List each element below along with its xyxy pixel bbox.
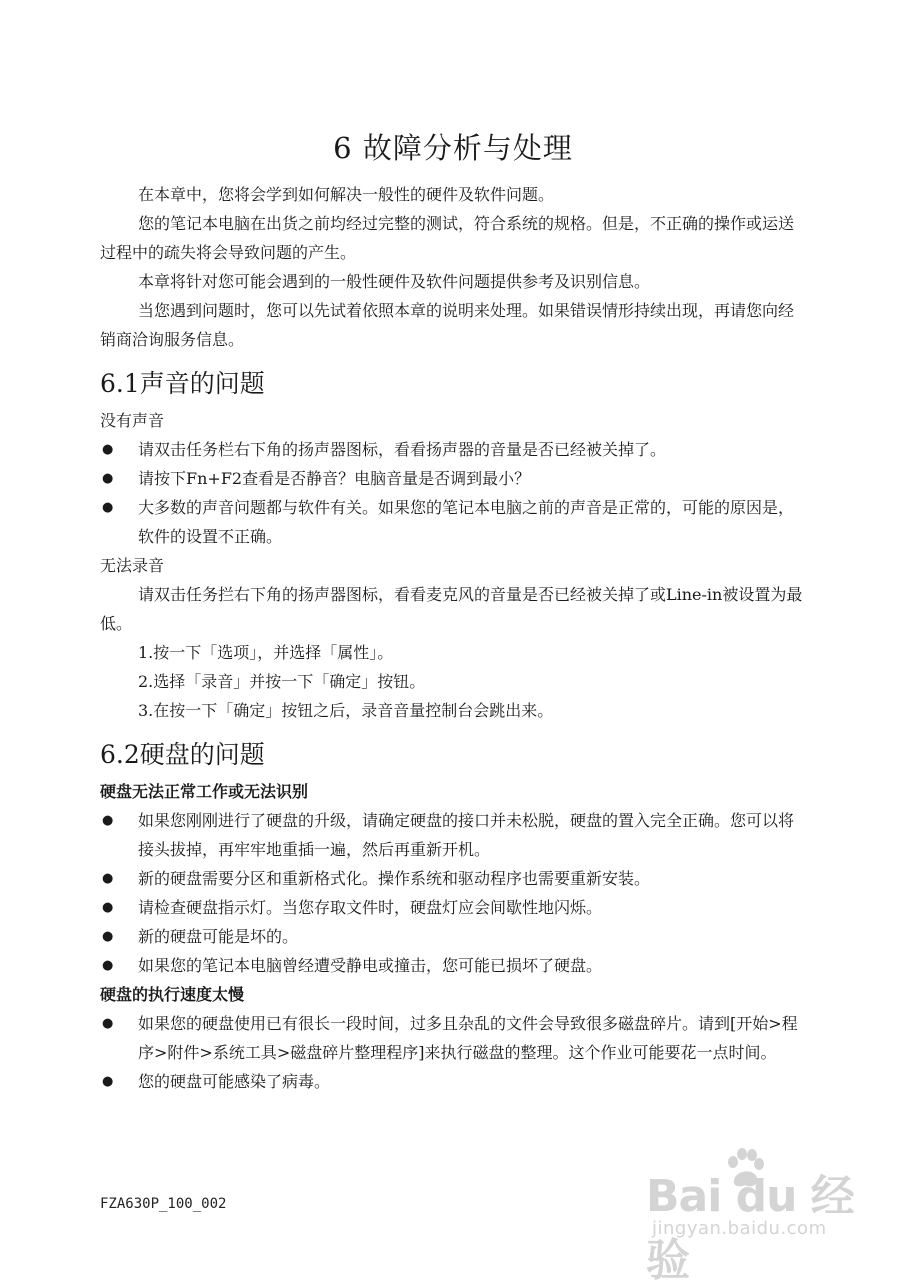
list-item-text: 新的硬盘需要分区和重新格式化。操作系统和驱动程序也需要重新安装。 [138, 869, 651, 888]
step-item: 1.按一下「选项」，并选择「属性」。 [138, 643, 394, 662]
list-item [100, 893, 808, 922]
chapter-title: 6 故障分析与处理 [333, 131, 573, 165]
bullet-icon: ● [102, 958, 114, 973]
bullet-icon: ● [102, 900, 114, 915]
intro-paragraph-4: 当您遇到问题时，您可以先试着依照本章的说明来处理。如果错误情形持续出现，再请您向经销商洽询服务信息。 [100, 301, 795, 349]
list-item-text: 请检查硬盘指示灯。当您存取文件时，硬盘灯应会间歇性地闪烁。 [138, 898, 603, 917]
section-title-sound: 6.1声音的问题 [100, 369, 265, 398]
list-item [100, 951, 808, 980]
bullet-icon: ● [102, 871, 114, 886]
list-item-text: 大多数的声音问题都与软件有关。如果您的笔记本电脑之前的声音是正常的，可能的原因是，软件的设置不正确。 [138, 498, 795, 546]
step-item: 3.在按一下「确定」按钮之后，录音音量控制台会跳出来。 [138, 701, 554, 720]
bullet-icon: ● [102, 500, 114, 515]
list-item [100, 922, 808, 951]
list-item-text: 如果您的硬盘使用已有很长一段时间，过多且杂乱的文件会导致很多磁盘碎片。请到[开始>程序>附件>系统工具>磁盘碎片整理程序]来执行磁盘的整理。这个作业可能要花一点时间。 [138, 1014, 798, 1062]
watermark-url: jingyan.baidu.com [652, 1218, 827, 1239]
disk-slow-list [100, 1009, 808, 1096]
list-item-text: 新的硬盘可能是坏的。 [138, 927, 299, 946]
step-item: 2.选择「录音」并按一下「确定」按钮。 [138, 672, 426, 691]
list-item [100, 806, 808, 864]
watermark-logo-text: Bai du 经验 [646, 1171, 854, 1286]
bullet-icon: ● [102, 471, 114, 486]
subheading-no-record: 无法录音 [100, 556, 165, 575]
subheading-disk-slow: 硬盘的执行速度太慢 [100, 985, 245, 1004]
intro-paragraph-3: 本章将针对您可能会遇到的一般性硬件及软件问题提供参考及识别信息。 [138, 272, 651, 291]
list-item-text: 如果您的笔记本电脑曾经遭受静电或撞击，您可能已损坏了硬盘。 [138, 956, 603, 975]
disk-not-working-list [100, 806, 808, 980]
intro-paragraph-2: 您的笔记本电脑在出货之前均经过完整的测试，符合系统的规格。但是，不正确的操作或运送过程中的疏失将会导致问题的产生。 [100, 214, 795, 262]
list-item-text: 请双击任务栏右下角的扬声器图标，看看扬声器的音量是否已经被关掉了。 [138, 440, 667, 459]
footer-document-code: FZA630P_100_002 [100, 1196, 227, 1212]
list-item [100, 493, 808, 551]
no-record-paragraph: 请双击任务拦右下角的扬声器图标，看看麦克风的音量是否已经被关掉了或Line-in被设置为最低。 [100, 585, 803, 633]
list-item-text: 请按下Fn+F2查看是否静音？电脑音量是否调到最小？ [138, 469, 531, 488]
subheading-disk-not-working: 硬盘无法正常工作或无法识别 [100, 782, 309, 801]
bullet-icon: ● [102, 813, 114, 828]
section-title-hard-disk: 6.2硬盘的问题 [100, 740, 265, 769]
list-item [100, 1067, 808, 1096]
bullet-icon: ● [102, 442, 114, 457]
bullet-icon: ● [102, 1074, 114, 1089]
no-sound-list [100, 435, 808, 551]
list-item [100, 464, 808, 493]
list-item-text: 如果您刚刚进行了硬盘的升级，请确定硬盘的接口并未松脱，硬盘的置入完全正确。您可以将接头拔掉，再牢牢地重插一遍，然后再重新开机。 [138, 811, 795, 859]
intro-paragraph-1: 在本章中，您将会学到如何解决一般性的硬件及软件问题。 [138, 185, 555, 204]
baidu-jingyan-watermark [646, 1148, 886, 1286]
list-item [100, 435, 808, 464]
bullet-icon: ● [102, 1016, 114, 1031]
list-item-text: 您的硬盘可能感染了病毒。 [138, 1072, 331, 1091]
bullet-icon: ● [102, 929, 114, 944]
subheading-no-sound: 没有声音 [100, 411, 165, 430]
list-item [100, 1009, 808, 1067]
document-body [100, 180, 808, 1096]
list-item [100, 864, 808, 893]
